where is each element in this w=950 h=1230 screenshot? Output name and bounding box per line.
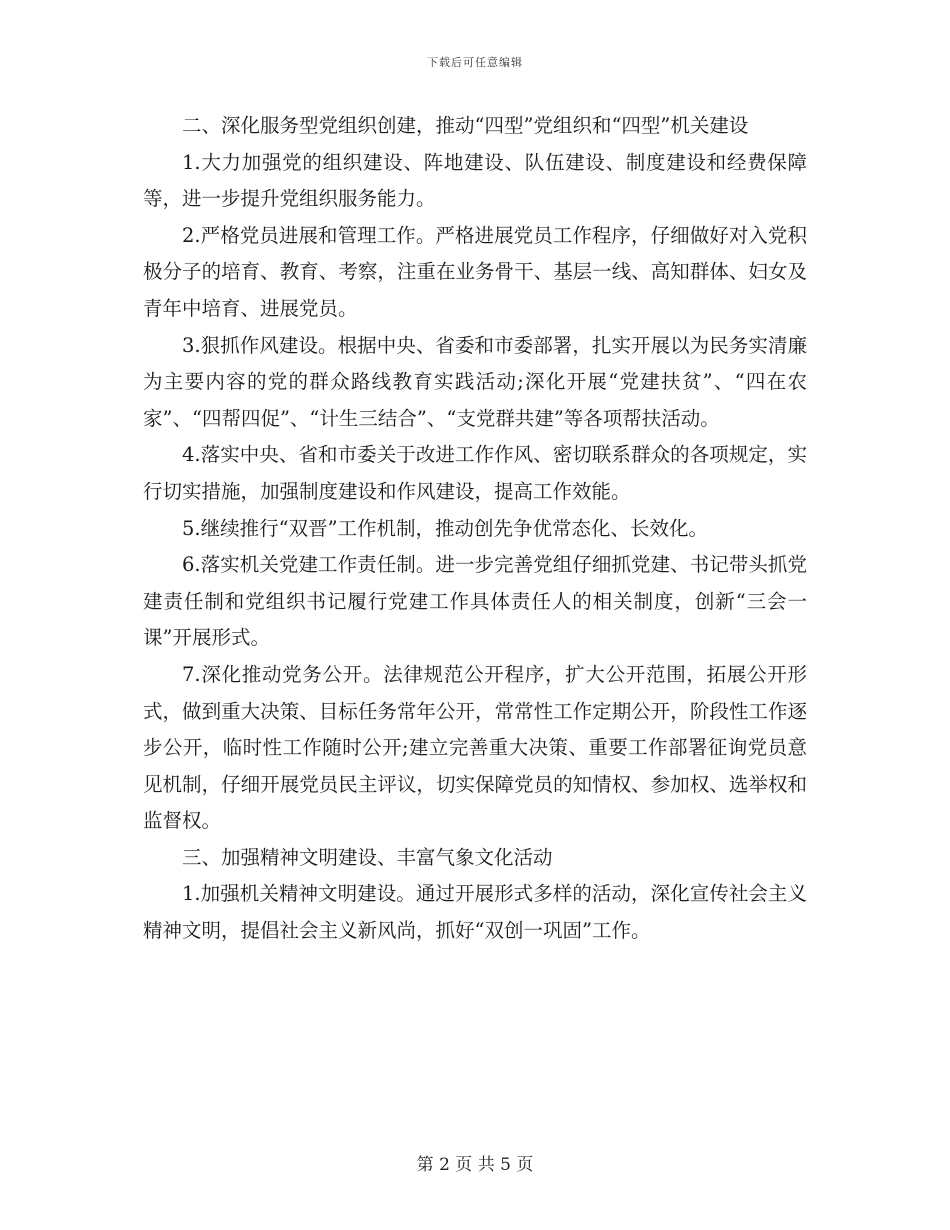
section-heading-three: 三、加强精神文明建设、丰富气象文化活动 xyxy=(182,845,553,869)
paragraph-item-5: 5.继续推行“双晋”工作机制，推动创先争优常态化、长效化。 xyxy=(182,516,709,540)
paragraph-item-1: 1.大力加强党的组织建设、阵地建设、队伍建设、制度建设和经费保障等，进一步提升党组织服务能力。 xyxy=(143,150,807,211)
paragraph-item-6: 6.落实机关党建工作责任制。进一步完善党组仔细抓党建、书记带头抓党建责任制和党组织书记履行党建工作具体责任人的相关制度，创新“三会一课”开展形式。 xyxy=(143,553,807,650)
document-body xyxy=(143,108,807,950)
section-heading-two: 二、深化服务型党组织创建，推动“四型”党组织和“四型”机关建设 xyxy=(182,114,749,137)
paragraph-item-3: 3.狠抓作风建设。根据中央、省委和市委部署，扎实开展以为民务实清廉为主要内容的党的群众路线教育实践活动;深化开展“党建扶贫”、“四在农家”、“四帮四促”、“计生三结合”、“支党群共建”等各项帮扶活动。 xyxy=(143,333,807,430)
page-header-note: 下载后可任意编辑 xyxy=(427,56,523,69)
page-number: 第 2 页 共 5 页 xyxy=(416,1155,534,1175)
paragraph-item-4: 4.落实中央、省和市委关于改进工作作风、密切联系群众的各项规定，实行切实措施，加强制度建设和作风建设，提高工作效能。 xyxy=(143,443,807,503)
paragraph-item-2: 2.严格党员进展和管理工作。严格进展党员工作程序，仔细做好对入党积极分子的培育、教育、考察，注重在业务骨干、基层一线、高知群体、妇女及青年中培育、进展党员。 xyxy=(143,223,807,320)
paragraph-item-3-1: 1.加强机关精神文明建设。通过开展形式多样的活动，深化宣传社会主义精神文明，提倡社会主义新风尚，抓好“双创一巩固”工作。 xyxy=(143,882,807,943)
paragraph-item-7: 7.深化推动党务公开。法律规范公开程序，扩大公开范围，拓展公开形式，做到重大决策、目标任务常年公开，常常性工作定期公开，阶段性工作逐步公开，临时性工作随时公开;建立完善重大决策、重要工作部署征询党员意见机制，仔细开展党员民主评议，切实保障党员的知情权、参加权、选举权和监督权。 xyxy=(143,662,807,833)
